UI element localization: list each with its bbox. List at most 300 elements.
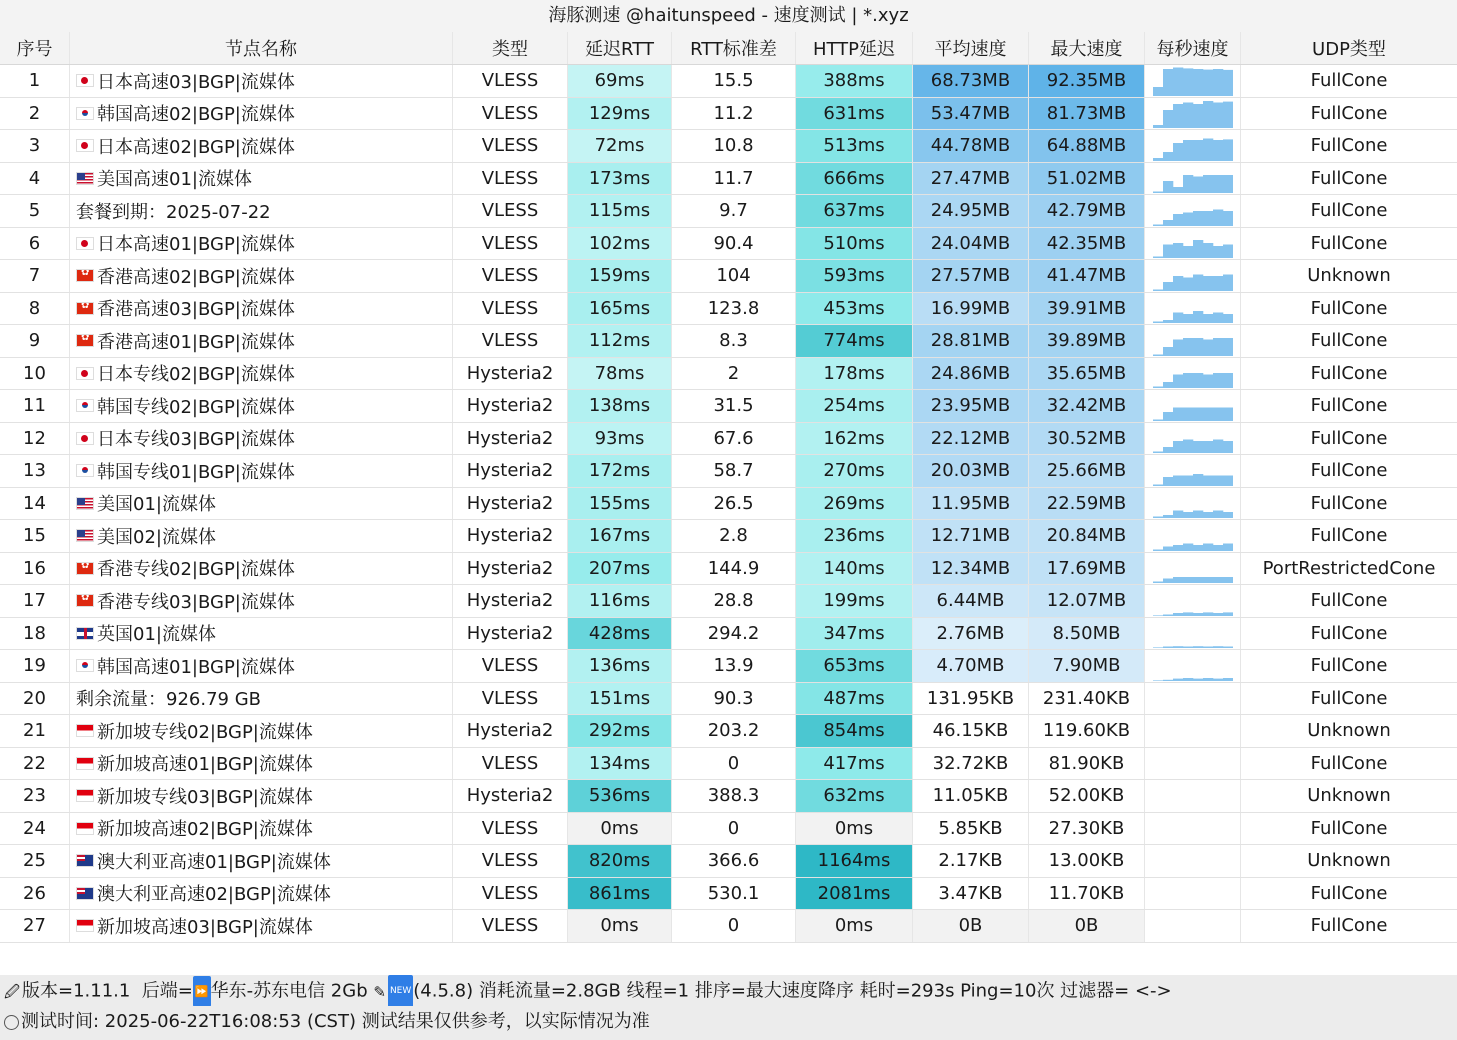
sparkline-bar (1183, 314, 1193, 323)
table-row[interactable] (0, 488, 1457, 521)
node-type: VLESS (453, 260, 568, 292)
per-second-sparkline (1145, 325, 1241, 357)
sparkline-bar (1213, 246, 1223, 258)
table-row[interactable] (0, 683, 1457, 716)
table-row[interactable] (0, 130, 1457, 163)
rtt-std-value: 2.8 (672, 520, 796, 552)
rtt-std-value: 0 (672, 813, 796, 845)
backend-value: 华东-苏东电信 2Gb (210, 980, 368, 1002)
per-second-sparkline (1145, 423, 1241, 455)
node-name-cell (70, 520, 453, 552)
per-second-sparkline (1145, 618, 1241, 650)
node-name: 香港高速01|BGP|流媒体 (97, 331, 295, 353)
node-name: 新加坡高速03|BGP|流媒体 (97, 916, 313, 938)
row-index: 7 (0, 260, 70, 292)
node-type: VLESS (453, 878, 568, 910)
sparkline-bar (1183, 277, 1193, 291)
rtt-std-value: 31.5 (672, 390, 796, 422)
max-speed-value: 231.40KB (1029, 683, 1145, 715)
http-latency-value: 637ms (796, 195, 913, 227)
table-row[interactable] (0, 748, 1457, 781)
speed-sparkline-chart (1153, 456, 1233, 486)
sparkline-bar (1153, 582, 1163, 584)
node-type: VLESS (453, 748, 568, 780)
table-header (0, 32, 1457, 65)
rtt-value: 69ms (568, 65, 672, 97)
header-col-node-name[interactable]: 节点名称 (70, 32, 453, 64)
au-flag-icon (76, 887, 94, 900)
rtt-value: 820ms (568, 845, 672, 877)
table-row[interactable] (0, 780, 1457, 813)
sparkline-bar (1193, 338, 1203, 356)
udp-type-value: FullCone (1310, 330, 1388, 352)
node-name-cell (70, 325, 453, 357)
table-row[interactable] (0, 618, 1457, 651)
rtt-std-value: 530.1 (672, 878, 796, 910)
sparkline-bar (1153, 648, 1163, 649)
avg-speed-value: 12.34MB (913, 553, 1029, 585)
row-index: 21 (0, 715, 70, 747)
sparkline-bar (1193, 373, 1203, 388)
table-row[interactable] (0, 390, 1457, 423)
table-row[interactable] (0, 585, 1457, 618)
uk-flag-icon (76, 627, 94, 640)
max-speed-value: 42.79MB (1029, 195, 1145, 227)
sparkline-bar (1203, 138, 1213, 161)
header-col-rtt[interactable]: 延迟RTT (568, 32, 672, 64)
udp-type-value: FullCone (1310, 882, 1388, 904)
hk-flag-icon (76, 334, 94, 347)
speed-sparkline-chart (1153, 488, 1233, 518)
udp-type-value: FullCone (1310, 135, 1388, 157)
header-col-udp[interactable]: UDP类型 (1312, 39, 1386, 60)
sparkline-bar (1203, 647, 1213, 649)
sparkline-bar (1183, 647, 1193, 649)
header-col-type[interactable]: 类型 (453, 32, 568, 64)
node-name-cell (70, 715, 453, 747)
header-col-rtt-std[interactable]: RTT标准差 (672, 32, 796, 64)
sparkline-bar (1183, 68, 1193, 96)
node-type: VLESS (453, 910, 568, 942)
row-index: 12 (0, 423, 70, 455)
sparkline-bar (1163, 447, 1173, 453)
header-col-index[interactable]: 序号 (0, 32, 70, 64)
sparkline-bar (1163, 680, 1173, 681)
node-type: Hysteria2 (453, 553, 568, 585)
avg-speed-value: 11.05KB (913, 780, 1029, 812)
rtt-std-value: 90.4 (672, 228, 796, 260)
avg-speed-value: 28.81MB (913, 325, 1029, 357)
header-col-http[interactable]: HTTP延迟 (796, 32, 913, 64)
udp-type-value: FullCone (1310, 655, 1388, 677)
sparkline-bar (1163, 579, 1173, 584)
udp-type-value: PortRestrictedCone (1262, 557, 1436, 579)
sparkline-bar (1193, 678, 1203, 680)
node-name: 美国高速01|流媒体 (97, 169, 252, 191)
sparkline-bar (1153, 289, 1163, 291)
node-type: Hysteria2 (453, 358, 568, 390)
max-speed-value: 11.70KB (1029, 878, 1145, 910)
sg-flag-icon (76, 724, 94, 737)
sparkline-bar (1203, 276, 1213, 291)
row-index: 23 (0, 780, 70, 812)
sparkline-bar (1173, 613, 1183, 616)
sparkline-bar (1183, 577, 1193, 583)
pin-icon: 🖉 (4, 982, 20, 1001)
sparkline-bar (1173, 67, 1183, 96)
per-second-sparkline (1145, 845, 1241, 877)
table-row[interactable] (0, 650, 1457, 683)
sparkline-bar (1183, 140, 1193, 161)
node-type: VLESS (453, 65, 568, 97)
sparkline-bar (1163, 515, 1173, 518)
udp-type-value: FullCone (1310, 817, 1388, 839)
sparkline-bar (1213, 103, 1223, 129)
rtt-std-value: 8.3 (672, 325, 796, 357)
rtt-std-value: 13.9 (672, 650, 796, 682)
header-col-max-speed[interactable]: 最大速度 (1029, 32, 1145, 64)
node-type: VLESS (453, 163, 568, 195)
sparkline-bar (1223, 175, 1233, 193)
speed-sparkline-chart (1153, 586, 1233, 616)
speed-sparkline-chart (1153, 261, 1233, 291)
sparkline-bar (1193, 274, 1203, 291)
rtt-std-value: 144.9 (672, 553, 796, 585)
sparkline-bar (1193, 211, 1203, 226)
jp-flag-icon (76, 367, 94, 380)
table-row[interactable] (0, 423, 1457, 456)
node-name: 澳大利亚高速02|BGP|流媒体 (97, 884, 331, 906)
node-name: 套餐到期：2025-07-22 (76, 201, 271, 223)
table-row[interactable] (0, 845, 1457, 878)
sparkline-bar (1213, 69, 1223, 96)
rtt-value: 116ms (568, 585, 672, 617)
rtt-value: 172ms (568, 455, 672, 487)
udp-type-value: FullCone (1310, 525, 1388, 547)
avg-speed-value: 131.95KB (913, 683, 1029, 715)
node-name-cell (70, 390, 453, 422)
sparkline-bar (1163, 110, 1173, 128)
sparkline-bar (1213, 313, 1223, 324)
http-latency-value: 347ms (796, 618, 913, 650)
sparkline-bar (1203, 375, 1213, 389)
table-row[interactable] (0, 228, 1457, 261)
rtt-value: 138ms (568, 390, 672, 422)
avg-speed-value: 6.44MB (913, 585, 1029, 617)
table-row[interactable] (0, 260, 1457, 293)
table-row[interactable] (0, 98, 1457, 131)
sparkline-bar (1203, 69, 1213, 95)
node-name: 新加坡专线03|BGP|流媒体 (97, 786, 313, 808)
sparkline-bar (1173, 511, 1183, 519)
table-row[interactable] (0, 163, 1457, 196)
sparkline-bar (1153, 192, 1163, 194)
http-latency-value: 632ms (796, 780, 913, 812)
table-row[interactable] (0, 455, 1457, 488)
http-latency-value: 178ms (796, 358, 913, 390)
sparkline-bar (1153, 125, 1163, 128)
node-name-cell (70, 488, 453, 520)
sparkline-bar (1223, 314, 1233, 323)
sparkline-bar (1153, 452, 1163, 454)
sparkline-bar (1153, 224, 1163, 226)
sparkline-bar (1193, 311, 1203, 323)
node-name-cell (70, 293, 453, 325)
rtt-value: 72ms (568, 130, 672, 162)
node-name: 美国02|流媒体 (97, 526, 216, 548)
node-name: 日本专线03|BGP|流媒体 (97, 429, 295, 451)
max-speed-value: 39.89MB (1029, 325, 1145, 357)
jp-flag-icon (76, 237, 94, 250)
header-col-per-second[interactable]: 每秒速度 (1145, 32, 1241, 64)
node-type: Hysteria2 (453, 618, 568, 650)
sparkline-bar (1193, 646, 1203, 648)
max-speed-value: 27.30KB (1029, 813, 1145, 845)
rtt-std-value: 15.5 (672, 65, 796, 97)
row-index: 9 (0, 325, 70, 357)
rtt-value: 861ms (568, 878, 672, 910)
rtt-std-value: 28.8 (672, 585, 796, 617)
node-name-cell (70, 228, 453, 260)
kr-flag-icon (76, 464, 94, 477)
node-name-cell (70, 618, 453, 650)
node-name: 韩国专线01|BGP|流媒体 (97, 461, 295, 483)
node-type: VLESS (453, 650, 568, 682)
row-index: 16 (0, 553, 70, 585)
sparkline-bar (1173, 678, 1183, 680)
per-second-sparkline (1145, 488, 1241, 520)
table-row[interactable] (0, 520, 1457, 553)
avg-speed-value: 5.85KB (913, 813, 1029, 845)
node-name-cell (70, 910, 453, 942)
udp-type-value: FullCone (1310, 622, 1388, 644)
rtt-value: 0ms (568, 910, 672, 942)
sparkline-bar (1183, 246, 1193, 258)
sparkline-bar (1173, 545, 1183, 551)
rtt-std-value: 294.2 (672, 618, 796, 650)
avg-speed-value: 68.73MB (913, 65, 1029, 97)
backend-label: 后端= (141, 980, 193, 1002)
speed-sparkline-chart (1153, 553, 1233, 583)
udp-type-value: FullCone (1310, 687, 1388, 709)
hk-flag-icon (76, 594, 94, 607)
jp-flag-icon (76, 432, 94, 445)
sparkline-bar (1213, 613, 1223, 616)
sparkline-bar (1183, 103, 1193, 129)
sparkline-bar (1203, 577, 1213, 583)
sparkline-bar (1183, 678, 1193, 681)
sparkline-bar (1203, 339, 1213, 356)
http-latency-value: 453ms (796, 293, 913, 325)
sparkline-bar (1193, 577, 1203, 583)
max-speed-value: 64.88MB (1029, 130, 1145, 162)
sparkline-bar (1193, 177, 1203, 194)
rtt-value: 93ms (568, 423, 672, 455)
avg-speed-value: 3.47KB (913, 878, 1029, 910)
avg-speed-value: 22.12MB (913, 423, 1029, 455)
avg-speed-value: 27.57MB (913, 260, 1029, 292)
node-name: 香港高速03|BGP|流媒体 (97, 299, 295, 321)
rtt-value: 207ms (568, 553, 672, 585)
row-index: 4 (0, 163, 70, 195)
http-latency-value: 2081ms (796, 878, 913, 910)
sparkline-bar (1163, 282, 1173, 291)
rtt-value: 167ms (568, 520, 672, 552)
per-second-sparkline (1145, 130, 1241, 162)
row-index: 18 (0, 618, 70, 650)
rtt-value: 173ms (568, 163, 672, 195)
sparkline-bar (1173, 441, 1183, 453)
node-type: Hysteria2 (453, 780, 568, 812)
rtt-value: 134ms (568, 748, 672, 780)
node-name-cell (70, 455, 453, 487)
table-row[interactable] (0, 813, 1457, 846)
avg-speed-value: 44.78MB (913, 130, 1029, 162)
rtt-value: 428ms (568, 618, 672, 650)
max-speed-value: 39.91MB (1029, 293, 1145, 325)
node-name-cell (70, 553, 453, 585)
node-type: VLESS (453, 813, 568, 845)
sparkline-bar (1193, 474, 1203, 486)
node-type: Hysteria2 (453, 585, 568, 617)
avg-speed-value: 24.95MB (913, 195, 1029, 227)
sparkline-bar (1153, 549, 1163, 551)
max-speed-value: 13.00KB (1029, 845, 1145, 877)
node-name: 韩国高速01|BGP|流媒体 (97, 656, 295, 678)
sparkline-bar (1183, 543, 1193, 551)
sparkline-bar (1223, 512, 1233, 518)
max-speed-value: 17.69MB (1029, 553, 1145, 585)
sparkline-bar (1203, 175, 1213, 193)
sparkline-bar (1153, 158, 1163, 161)
row-index: 8 (0, 293, 70, 325)
node-name: 美国01|流媒体 (97, 494, 216, 516)
hk-flag-icon (76, 302, 94, 315)
sparkline-bar (1163, 614, 1173, 616)
max-speed-value: 32.42MB (1029, 390, 1145, 422)
per-second-sparkline (1145, 813, 1241, 845)
per-second-sparkline (1145, 455, 1241, 487)
per-second-sparkline (1145, 520, 1241, 552)
us-flag-icon (76, 497, 94, 510)
table-row[interactable] (0, 553, 1457, 586)
rtt-std-value: 9.7 (672, 195, 796, 227)
max-speed-value: 12.07MB (1029, 585, 1145, 617)
sparkline-bar (1193, 511, 1203, 519)
table-row[interactable] (0, 293, 1457, 326)
table-row[interactable] (0, 878, 1457, 911)
sparkline-bar (1173, 276, 1183, 291)
http-latency-value: 510ms (796, 228, 913, 260)
avg-speed-value: 46.15KB (913, 715, 1029, 747)
sparkline-bar (1193, 140, 1203, 161)
table-row[interactable] (0, 715, 1457, 748)
sparkline-bar (1203, 441, 1213, 453)
table-row[interactable] (0, 910, 1457, 943)
sparkline-bar (1183, 373, 1193, 388)
sparkline-bar (1223, 678, 1233, 681)
speed-sparkline-chart (1153, 423, 1233, 453)
http-latency-value: 854ms (796, 715, 913, 747)
sparkline-bar (1203, 678, 1213, 681)
table-row[interactable] (0, 358, 1457, 391)
rtt-std-value: 26.5 (672, 488, 796, 520)
per-second-sparkline (1145, 780, 1241, 812)
speed-sparkline-chart (1153, 521, 1233, 551)
http-latency-value: 593ms (796, 260, 913, 292)
sg-flag-icon (76, 757, 94, 770)
sparkline-bar (1223, 612, 1233, 616)
row-index: 5 (0, 195, 70, 227)
per-second-sparkline (1145, 553, 1241, 585)
node-name-cell (70, 585, 453, 617)
avg-speed-value: 20.03MB (913, 455, 1029, 487)
avg-speed-value: 16.99MB (913, 293, 1029, 325)
row-index: 17 (0, 585, 70, 617)
avg-speed-value: 23.95MB (913, 390, 1029, 422)
rtt-value: 0ms (568, 813, 672, 845)
node-name: 香港高速02|BGP|流媒体 (97, 266, 295, 288)
rtt-std-value: 67.6 (672, 423, 796, 455)
per-second-sparkline (1145, 195, 1241, 227)
node-name-cell (70, 423, 453, 455)
per-second-sparkline (1145, 260, 1241, 292)
max-speed-value: 52.00KB (1029, 780, 1145, 812)
sparkline-bar (1153, 680, 1163, 681)
sparkline-bar (1173, 214, 1183, 226)
sparkline-bar (1223, 211, 1233, 226)
us-flag-icon (76, 529, 94, 542)
sparkline-bar (1153, 354, 1163, 356)
sparkline-bar (1193, 104, 1203, 128)
speed-sparkline-chart (1153, 391, 1233, 421)
sparkline-bar (1183, 407, 1193, 421)
header-col-avg-speed[interactable]: 平均速度 (913, 32, 1029, 64)
max-speed-value: 81.73MB (1029, 98, 1145, 130)
sparkline-bar (1173, 646, 1183, 648)
speed-sparkline-chart (1153, 196, 1233, 226)
http-latency-value: 487ms (796, 683, 913, 715)
sparkline-bar (1163, 546, 1173, 551)
row-index: 26 (0, 878, 70, 910)
http-latency-value: 631ms (796, 98, 913, 130)
sparkline-bar (1203, 612, 1213, 616)
table-row[interactable] (0, 65, 1457, 98)
node-name: 新加坡专线02|BGP|流媒体 (97, 721, 313, 743)
sparkline-bar (1223, 647, 1233, 649)
hk-flag-icon (76, 562, 94, 575)
sparkline-bar (1203, 543, 1213, 551)
node-name: 澳大利亚高速01|BGP|流媒体 (97, 851, 331, 873)
rtt-value: 129ms (568, 98, 672, 130)
sparkline-bar (1183, 440, 1193, 454)
node-type: VLESS (453, 293, 568, 325)
fast-forward-icon: ⏩ (193, 976, 211, 1007)
sparkline-bar (1203, 407, 1213, 421)
sparkline-bar (1173, 339, 1183, 356)
udp-type-value: FullCone (1310, 200, 1388, 222)
node-type: Hysteria2 (453, 423, 568, 455)
sparkline-bar (1163, 382, 1173, 388)
max-speed-value: 7.90MB (1029, 650, 1145, 682)
node-type: Hysteria2 (453, 390, 568, 422)
sparkline-bar (1203, 314, 1213, 323)
table-row[interactable] (0, 325, 1457, 358)
sparkline-bar (1223, 441, 1233, 453)
sparkline-bar (1223, 577, 1233, 583)
rtt-value: 115ms (568, 195, 672, 227)
table-row[interactable] (0, 195, 1457, 228)
